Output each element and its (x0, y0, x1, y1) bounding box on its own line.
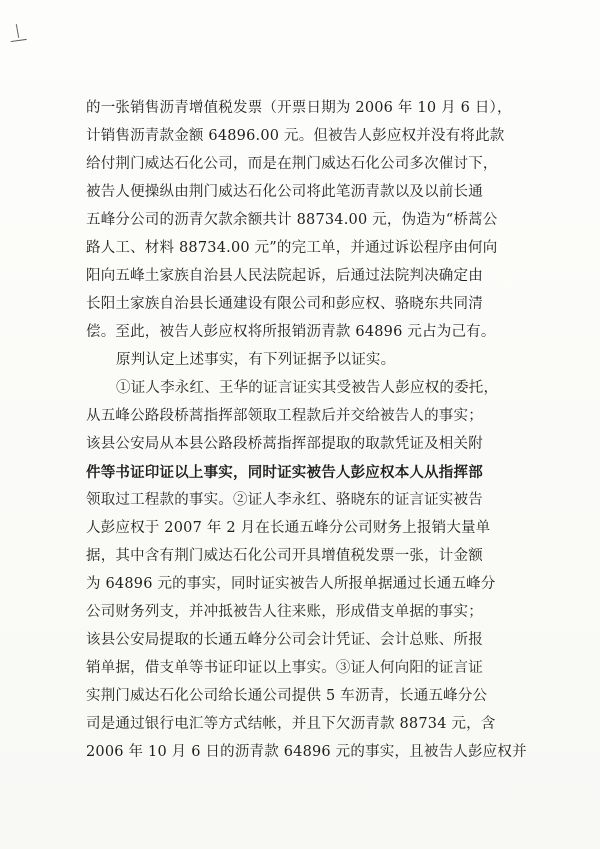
text-line: 长阳土家族自治县长通建设有限公司和彭应权、骆晓东共同清 (86, 296, 483, 312)
text-line: 该县公安局提取的长通五峰分公司会计凭证、会计总账、所报 (86, 632, 483, 648)
text-line: 人彭应权于 2007 年 2 月在长通五峰分公司财务上报销大量单 (86, 520, 491, 536)
text-line: 销单据，借支单等书证印证以上事实。③证人何向阳的证言证 (86, 660, 483, 676)
text-line: 司是通过银行电汇等方式结帐，并且下欠沥青款 88734 元，含 (86, 716, 496, 732)
text-line: 公司财务列支，并冲抵被告人往来账，形成借支单据的事实； (86, 604, 483, 620)
text-line: ①证人李永红、王华的证言证实其受被告人彭应权的委托， (116, 380, 499, 396)
text-line: 路人工、材料 88734.00 元”的完工单，并通过诉讼程序由何向 (86, 240, 498, 256)
text-line: 实荆门威达石化公司给长通公司提供 5 车沥青，长通五峰分公 (86, 688, 488, 704)
text-line: 据，其中含有荆门威达石化公司开具增值税发票一张，计金额 (86, 548, 483, 564)
text-line: 为 64896 元的事实，同时证实被告人所报单据通过长通五峰分 (86, 576, 496, 592)
text-line: 件等书证印证以上事实，同时证实被告人彭应权本人从指挥部 (86, 464, 483, 481)
text-line: 五峰分公司的沥青欠款余额共计 88734.00 元，伪造为“桥蒿公 (86, 212, 498, 228)
text-line: 给付荆门威达石化公司，而是在荆门威达石化公司多次催讨下， (86, 156, 498, 172)
text-line: 计销售沥青款金额 64896.00 元。但被告人彭应权并没有将此款 (86, 128, 505, 144)
text-line: 该县公安局从本县公路段桥蒿指挥部提取的取款凭证及相关附 (86, 436, 483, 452)
text-line: 的一张销售沥青增值税发票（开票日期为 2006 年 10 月 6 日）， (86, 100, 512, 116)
text-line: 从五峰公路段桥蒿指挥部领取工程款后并交给被告人的事实； (86, 408, 483, 424)
text-line: 2006 年 10 月 6 日的沥青款 64896 元的事实，且被告人彭应权并 (86, 744, 527, 760)
text-line: 偿。至此，被告人彭应权将所报销沥青款 64896 元占为己有。 (86, 324, 496, 340)
text-line: 被告人便操纵由荆门威达石化公司将此笔沥青款以及以前长通 (86, 184, 483, 200)
text-line: 原判认定上述事实，有下列证据予以证实。 (116, 352, 396, 368)
text-line: 阳向五峰土家族自治县人民法院起诉，后通过法院判决确定由 (86, 268, 483, 284)
text-line: 领取过工程款的事实。②证人李永红、骆晓东的证言证实被告 (86, 492, 483, 508)
